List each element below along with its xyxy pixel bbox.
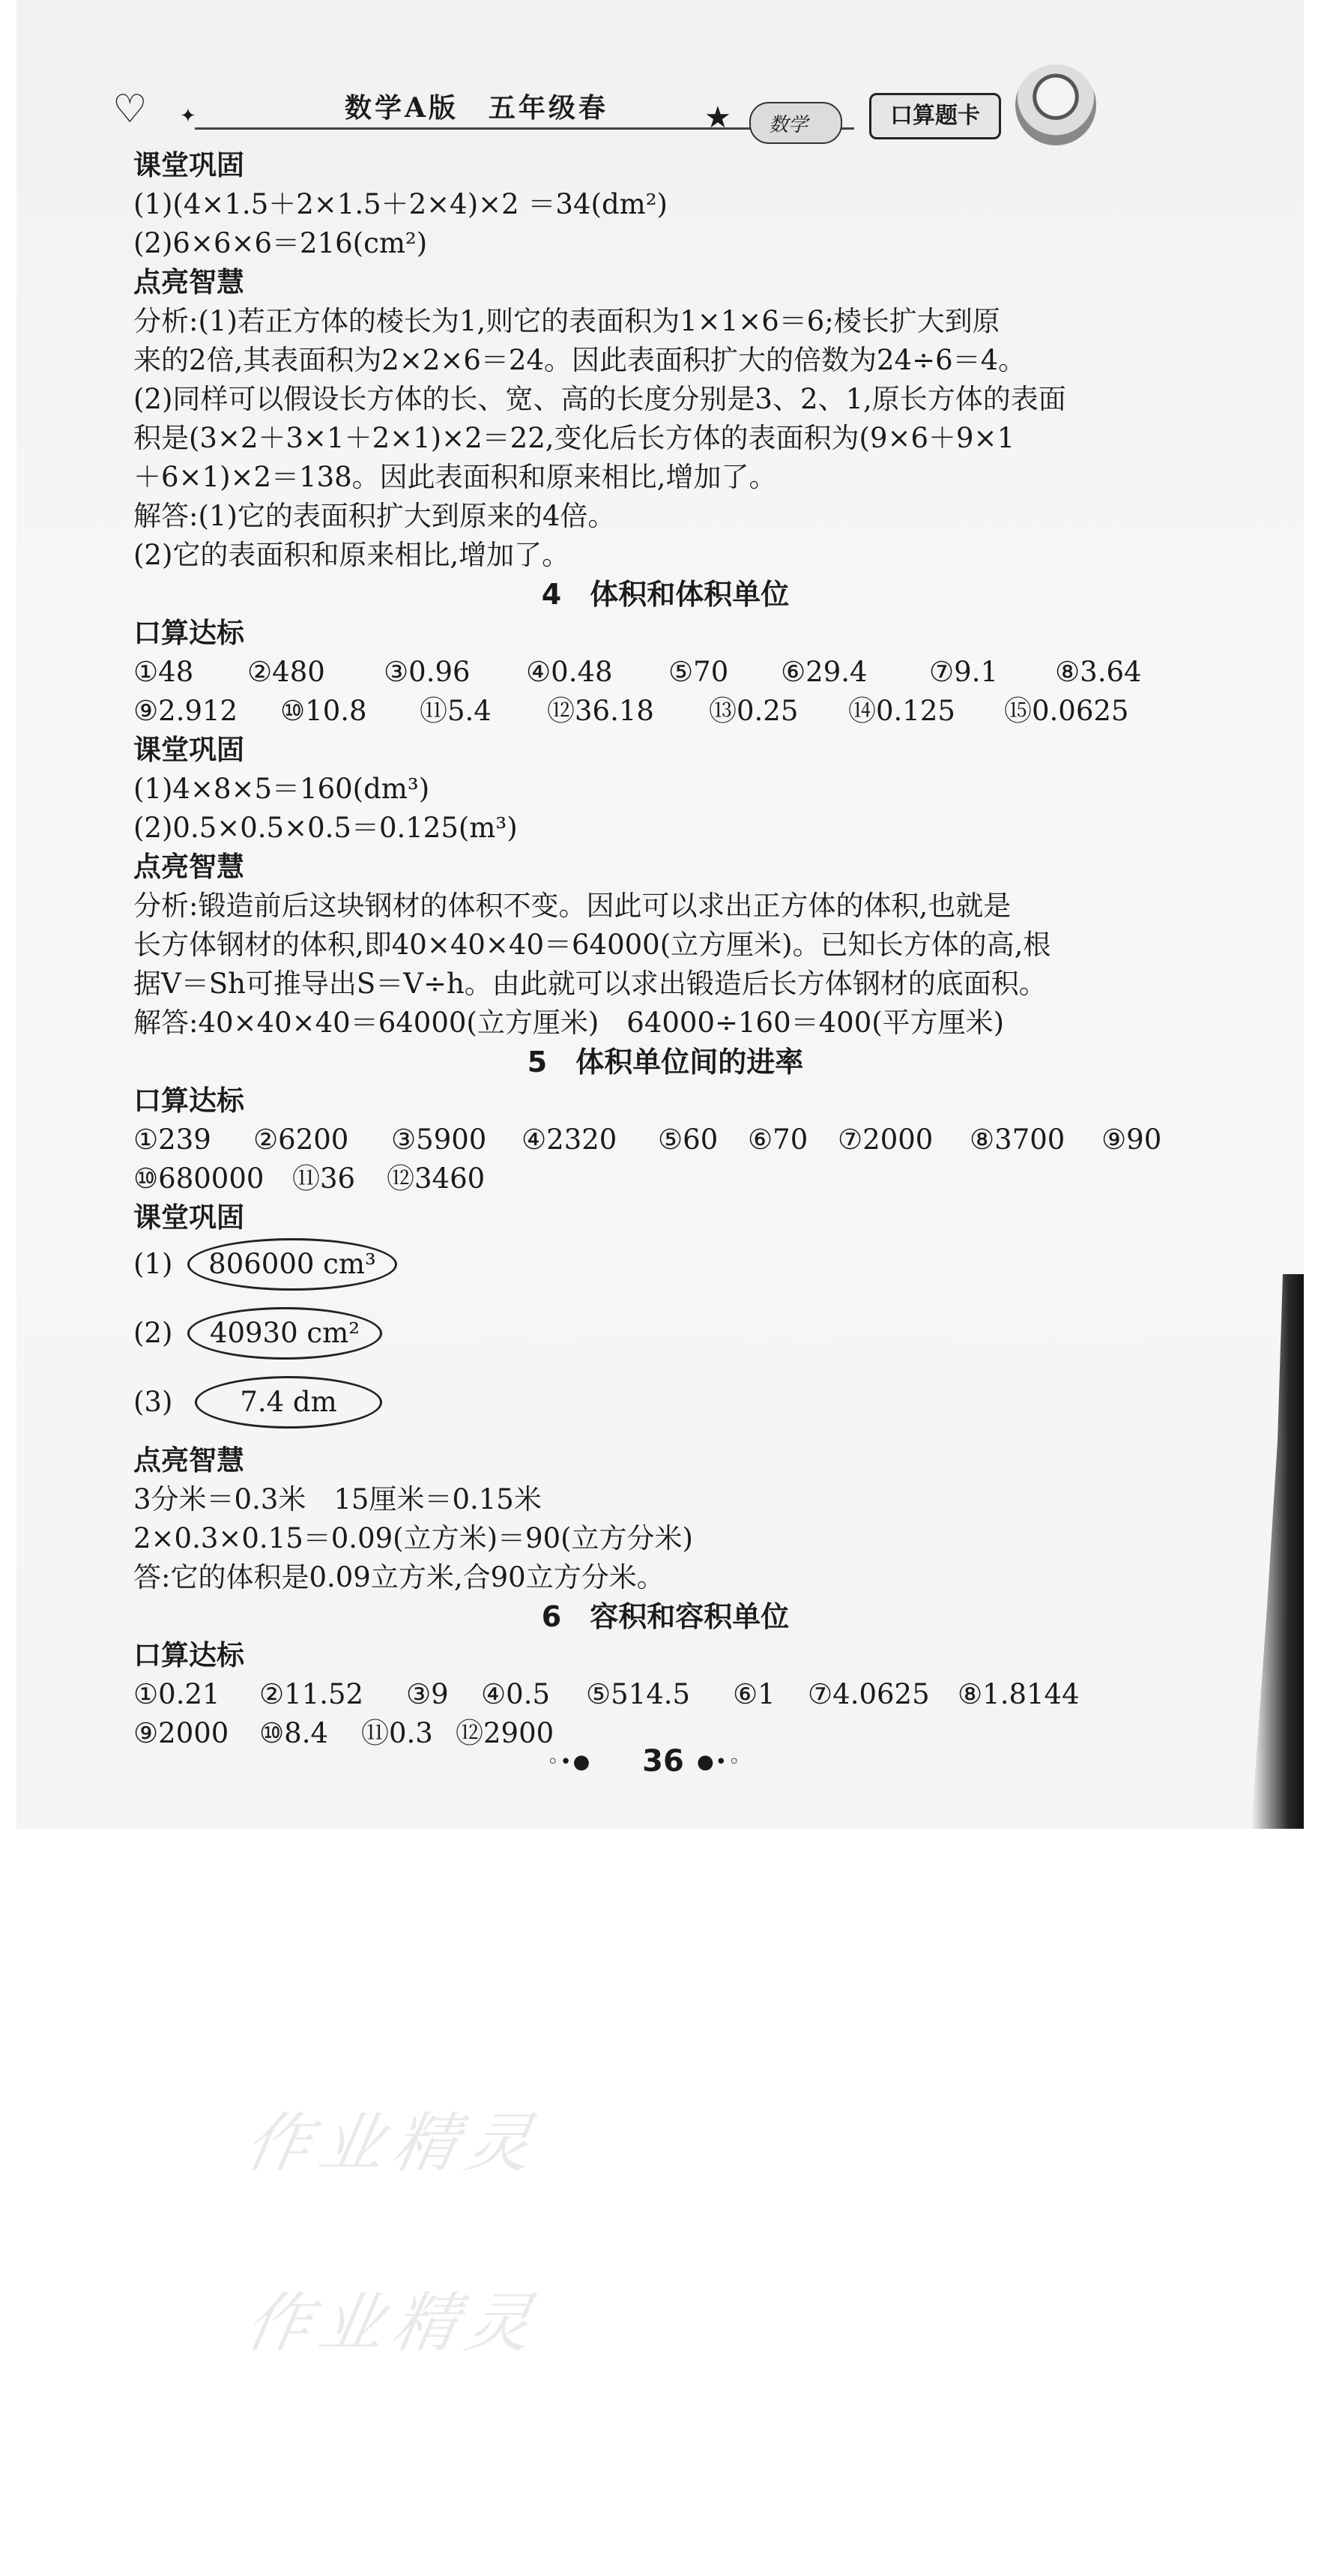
answer-item: ⑭0.125	[848, 695, 955, 727]
answer-item: ①48	[133, 656, 194, 688]
answer-item: ⑦2000	[838, 1123, 934, 1156]
answer-line: (1)(4×1.5＋2×1.5＋2×4)×2 ＝34(dm²)	[133, 188, 668, 220]
answer-item: ⑦4.0625	[808, 1678, 930, 1710]
answer-item: ①239	[133, 1123, 211, 1156]
answer-item: ⑬0.25	[709, 695, 799, 727]
answer-line: (2)同样可以假设长方体的长、宽、高的长度分别是3、2、1,原长方体的表面	[133, 383, 1066, 415]
answer-line: (2)6×6×6＝216(cm²)	[133, 227, 428, 259]
answer-item: ⑦9.1	[929, 656, 999, 688]
answer-item: ⑨2.912	[133, 695, 238, 727]
watermark: 作业精灵	[239, 2106, 547, 2181]
answer-item: ⑥1	[733, 1678, 776, 1710]
answer-item: ③9	[406, 1678, 449, 1710]
section-title: 4 体积和体积单位	[541, 578, 790, 611]
cartoon-mascot-icon	[1015, 64, 1096, 145]
answer-line: 据V＝Sh可推导出S＝V÷h。由此就可以求出锻造后长方体钢材的底面积。	[133, 968, 1047, 1000]
answer-item: ②480	[247, 656, 325, 688]
answer-item: ⑨2000	[133, 1717, 229, 1749]
section-heading: 口算达标	[133, 1085, 244, 1117]
section-heading: 点亮智慧	[133, 851, 244, 883]
answer-item: ③0.96	[384, 656, 471, 688]
answer-line: ＋6×1)×2＝138。因此表面积和原来相比,增加了。	[133, 461, 777, 493]
answer-row	[133, 1715, 568, 1752]
subject-badge-label: 数学	[769, 114, 808, 136]
answer-item: ②11.52	[259, 1678, 364, 1710]
answer-label: (1)	[133, 1248, 173, 1280]
answer-item: ⑫36.18	[547, 695, 654, 727]
page-edge-shadow	[1251, 1274, 1304, 1829]
answer-item: ①0.21	[133, 1678, 220, 1710]
answer-row	[133, 1160, 514, 1198]
answer-row	[133, 693, 1169, 730]
answer-item: ⑫2900	[456, 1717, 554, 1749]
answer-item: ⑥70	[748, 1123, 808, 1156]
section-heading: 点亮智慧	[133, 1444, 244, 1476]
answer-line: 长方体钢材的体积,即40×40×40＝64000(立方厘米)。已知长方体的高,根	[133, 929, 1051, 961]
answer-item: ③5900	[391, 1123, 487, 1156]
page-footer	[547, 1739, 779, 1784]
subject-badge	[749, 102, 842, 144]
answer-item: ⑨90	[1101, 1123, 1162, 1156]
section-heading: 点亮智慧	[133, 266, 244, 298]
circled-answer: 7.4 dm	[195, 1376, 382, 1429]
section-heading: 口算达标	[133, 1639, 244, 1671]
answer-item: ⑩8.4	[259, 1717, 329, 1749]
section-heading: 课堂巩固	[133, 1201, 244, 1234]
answer-item: ④2320	[522, 1123, 617, 1156]
answer-item: ⑩680000	[133, 1162, 264, 1195]
answer-item: ⑪5.4	[420, 695, 492, 727]
section-title: 5 体积单位间的进率	[527, 1046, 804, 1079]
answer-label: (2)	[133, 1317, 173, 1349]
answer-item: ⑤70	[668, 656, 729, 688]
section-title: 6 容积和容积单位	[541, 1600, 790, 1633]
answer-item: ⑩10.8	[280, 695, 367, 727]
section-heading: 课堂巩固	[133, 149, 244, 181]
header-title: 数学A版 五年级春	[345, 92, 608, 124]
answer-item: ⑧3.64	[1055, 656, 1142, 688]
star-icon: ★	[704, 100, 731, 135]
answer-line: 3分米＝0.3米 15厘米＝0.15米	[133, 1483, 542, 1515]
dots-ornament-icon: ●•◦	[697, 1751, 742, 1773]
answer-line: (2)0.5×0.5×0.5＝0.125(m³)	[133, 812, 518, 844]
answer-line: 解答:(1)它的表面积扩大到原来的4倍。	[133, 500, 616, 532]
answer-item: ⑤60	[658, 1123, 719, 1156]
watermark: 作业精灵	[239, 2286, 547, 2361]
answer-row	[133, 1676, 1107, 1713]
answer-item: ④0.48	[526, 656, 613, 688]
answer-line: 来的2倍,其表面积为2×2×6＝24。因此表面积扩大的倍数为24÷6＝4。	[133, 344, 1027, 376]
page-header	[112, 75, 1176, 142]
card-title: 口算题卡	[869, 93, 1001, 139]
answer-line: 2×0.3×0.15＝0.09(立方米)＝90(立方分米)	[133, 1522, 693, 1554]
answer-line: 解答:40×40×40＝64000(立方厘米) 64000÷160＝400(平方厘米)	[133, 1007, 1005, 1039]
answer-line: 分析:锻造前后这块钢材的体积不变。因此可以求出正方体的体积,也就是	[133, 890, 1012, 922]
answer-item: ⑪36	[292, 1162, 356, 1195]
circled-answer: 40930 cm²	[187, 1307, 382, 1360]
answer-line: 分析:(1)若正方体的棱长为1,则它的表面积为1×1×6＝6;棱长扩大到原	[133, 305, 1000, 337]
star-icon: ✦	[180, 105, 196, 127]
answer-line: 答:它的体积是0.09立方米,合90立方分米。	[133, 1561, 665, 1593]
answer-item: ④0.5	[481, 1678, 551, 1710]
answer-item: ②6200	[253, 1123, 349, 1156]
answer-line: 积是(3×2＋3×1＋2×1)×2＝22,变化后长方体的表面积为(9×6＋9×1	[133, 422, 1015, 454]
answer-item: ⑤514.5	[586, 1678, 691, 1710]
page-number: 36	[642, 1744, 684, 1779]
answer-line: (1)4×8×5＝160(dm³)	[133, 773, 430, 805]
answer-label: (3)	[133, 1386, 173, 1418]
heart-ornament-icon: ♡	[112, 87, 148, 132]
answer-item: ⑪0.3	[361, 1717, 433, 1749]
answer-item: ⑮0.0625	[1004, 695, 1129, 727]
section-heading: 课堂巩固	[133, 734, 244, 766]
dots-ornament-icon: ◦•●	[547, 1751, 592, 1773]
answer-line: (2)它的表面积和原来相比,增加了。	[133, 539, 570, 571]
circled-answer: 806000 cm³	[187, 1238, 397, 1291]
answer-item: ⑧3700	[970, 1123, 1065, 1156]
answer-item: ⑫3460	[387, 1162, 486, 1195]
answer-item: ⑧1.8144	[958, 1678, 1080, 1710]
answer-item: ⑥29.4	[781, 656, 868, 688]
answer-row	[133, 654, 1175, 691]
section-heading: 口算达标	[133, 617, 244, 649]
answer-row	[133, 1121, 1176, 1159]
